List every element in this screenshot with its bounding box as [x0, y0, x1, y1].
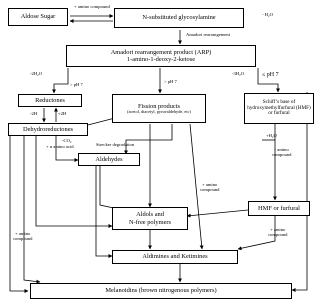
label-minus-2h2o: -2H₂O — [30, 71, 43, 76]
n-substituted-glycosylamine-box — [114, 8, 244, 28]
label-minus-2h: -2H — [30, 111, 38, 116]
aldols-box — [112, 207, 188, 230]
label-plus-amino-top: + amino compound — [74, 4, 110, 9]
label-plus-alpha-amino-acid: + α amino acid — [46, 144, 74, 149]
fission-products-box — [112, 94, 206, 123]
label-plus-amino-compound-left — [13, 232, 32, 242]
melanoidins-label: Melanoidins (brown nitrogenous polymers) — [105, 287, 217, 295]
label-minus-co2: -CO₂ — [62, 138, 72, 143]
label-plus-amino-left-2: compound — [13, 235, 33, 241]
label-plus-amino-compound-mid — [200, 183, 219, 193]
label-plus-amino-compound-right — [268, 228, 287, 238]
fission-products-examples: (acetol, diacetyl, pyruvaldehyde, etc) — [127, 108, 191, 114]
label-minus-h2o-top: - H₂O — [262, 12, 273, 17]
aldose-sugar-label: Aldose Sugar — [20, 13, 56, 21]
hmf-furfural-label: HMF or furfural — [258, 204, 300, 212]
hmf-furfural-box — [248, 201, 310, 216]
dehydroreductones-label: Dehydroreductones — [22, 125, 74, 133]
label-plus-amino-mid-2: compound — [200, 186, 220, 192]
label-plus-amino-left-1: + amino — [15, 231, 31, 236]
label-plus-amino-right-2: compound — [268, 231, 288, 237]
dehydroreductones-box — [8, 123, 88, 136]
label-plus-amino-mid-1: + amino — [202, 182, 218, 187]
schiffs-base-box — [244, 93, 314, 124]
n-substituted-glycosylamine-label: N-substituted glycosylamine — [142, 14, 216, 22]
label-amadori-rearrangement: Amadori rearrangement — [186, 32, 231, 37]
aldehydes-box — [78, 153, 140, 166]
label-minus-amino-1: - amino — [274, 147, 289, 152]
melanoidins-box — [30, 283, 292, 299]
aldimines-ketimines-box — [112, 250, 238, 264]
aldols-line2: N-free polymers — [128, 218, 172, 226]
label-minus-amino-2: compound — [272, 151, 292, 157]
aldols-line1: Aldols and — [136, 211, 164, 219]
arp-line1: Amadori rearrangement product (ARP) — [110, 48, 212, 56]
aldimines-ketimines-label: Aldimines and Ketimines — [142, 253, 208, 261]
label-minus-3h2o: -3H₂O — [232, 71, 245, 76]
label-le-ph7: ≤ pH 7 — [262, 72, 279, 78]
aldose-sugar-box — [8, 8, 68, 26]
label-gt-ph7-center: > pH 7 — [164, 79, 177, 84]
schiffs-base-label: Schiff’s base of hydroxymethylfurfural (HMF) or furfural — [247, 98, 311, 117]
reductones-label: Reductones — [35, 96, 65, 104]
reductones-box — [18, 94, 82, 107]
fission-products-label: Fission products — [137, 102, 181, 110]
arp-line2: 1-amino-1-deoxy-2-ketose — [126, 56, 196, 63]
label-strecker-degradation: Strecker degradation — [96, 142, 135, 147]
label-minus-amino-compound — [272, 148, 291, 158]
amadori-rearrangement-product-box — [66, 45, 256, 67]
label-gt-ph7-left: > pH 7 — [70, 82, 83, 87]
label-plus-amino-right-1: + amino — [270, 227, 286, 232]
label-plus-2h: +2H — [58, 111, 67, 116]
aldehydes-label: Aldehydes — [95, 155, 123, 163]
label-plus-h2o: +H₂O — [266, 133, 277, 138]
